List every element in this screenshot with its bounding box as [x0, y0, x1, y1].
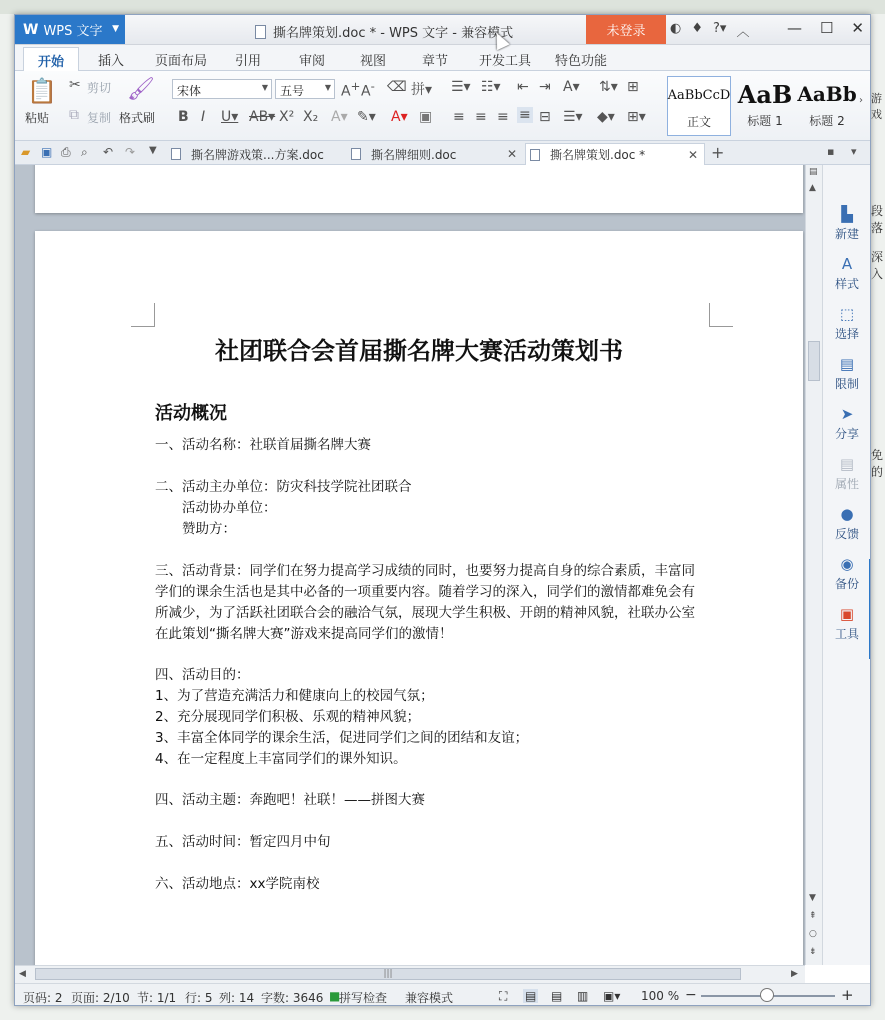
panel-feedback[interactable]	[823, 505, 871, 542]
scroll-down-icon[interactable]: ▼	[809, 893, 816, 903]
bold-icon[interactable]: B	[178, 109, 189, 125]
tab-home[interactable]: 开始	[23, 47, 79, 71]
previous-page	[35, 165, 803, 213]
line-spacing-icon[interactable]: ☰▾	[563, 109, 583, 125]
menu-tabs	[15, 45, 870, 71]
zoom-in-icon[interactable]: +	[841, 986, 854, 1004]
tab-features[interactable]: 特色功能	[555, 54, 608, 69]
doc-tab-label: 撕名牌策划.doc *	[550, 148, 646, 162]
margin-marker	[709, 303, 733, 327]
panel-label: 样式	[834, 277, 859, 291]
backdrop-text: 深入	[871, 250, 884, 281]
tab-list-icon[interactable]: ▪	[827, 145, 835, 158]
prev-page-icon[interactable]: ⇞	[809, 911, 817, 921]
close-tab-icon[interactable]: ✕	[506, 147, 517, 161]
zoom-out-icon[interactable]: −	[685, 987, 697, 1003]
backup-icon: ◉	[840, 555, 854, 573]
align-right-icon[interactable]: ≡	[497, 109, 509, 125]
toolbox-icon: ▣	[839, 605, 855, 623]
doc-line: 4、在一定程度上丰富同学们的课外知识。	[155, 751, 407, 767]
paste-button[interactable]: 粘贴	[25, 111, 50, 125]
align-left-icon[interactable]: ≡	[453, 109, 465, 125]
status-row: 行: 5	[185, 991, 213, 1005]
reading-mode-icon[interactable]: ▣▾	[603, 989, 621, 1003]
panel-label: 分享	[834, 427, 859, 441]
doc-line: 学们的课余生活也是其中必备的一项重要内容。随着学习的深入，同学们的激情都难免会有	[155, 584, 695, 600]
web-view-icon[interactable]: ▥	[577, 989, 589, 1003]
style-normal-sample: AaBbCcD	[667, 87, 731, 103]
increase-indent-icon[interactable]: ⇥	[539, 79, 551, 95]
style-heading-2-sample: AaBb	[797, 82, 857, 106]
tab-developer[interactable]: 开发工具	[479, 54, 532, 69]
italic-icon[interactable]: I	[201, 109, 206, 125]
copy-icon: ⧉	[69, 107, 79, 123]
tab-references[interactable]: 引用	[235, 54, 262, 69]
restrict-icon: ▤	[839, 355, 855, 373]
align-center-icon[interactable]: ≡	[475, 109, 487, 125]
paste-icon[interactable]: 📋	[27, 77, 57, 105]
char-shading-icon[interactable]: ▣	[419, 109, 433, 125]
print-preview-icon[interactable]: ⌕	[81, 145, 88, 159]
highlight-icon[interactable]: ✎▾	[357, 109, 376, 125]
document-tabs	[15, 141, 870, 165]
share-icon: ➤	[840, 405, 854, 423]
horizontal-scroll-thumb[interactable]: |||	[35, 968, 741, 980]
font-color-icon[interactable]: A▾	[391, 109, 408, 125]
styles-icon: A	[841, 255, 853, 273]
panel-label: 反馈	[834, 527, 859, 541]
properties-icon: ▤	[839, 455, 855, 473]
scroll-up-icon[interactable]: ▲	[809, 183, 816, 193]
next-page-icon[interactable]: ⇟	[809, 947, 817, 957]
close-tab-icon[interactable]: ✕	[687, 148, 698, 162]
style-heading-1[interactable]	[733, 76, 797, 136]
doc-line: 在此策划“撕名牌大赛”游戏来提高同学们的激情！	[155, 626, 453, 642]
doc-tab-active[interactable]	[525, 143, 705, 165]
doc-tab[interactable]	[167, 143, 343, 165]
panel-restrict[interactable]	[823, 355, 871, 392]
scissors-icon: ✂	[69, 77, 81, 93]
scroll-left-icon[interactable]: ◀	[19, 969, 26, 979]
print-icon[interactable]: ⎙	[61, 145, 71, 159]
spell-check-toggle[interactable]: 拼写检查	[339, 991, 388, 1005]
brush-icon[interactable]: 🖌	[127, 77, 155, 102]
window-title-text: 撕名牌策划.doc * - WPS 文字 - 兼容模式	[273, 26, 514, 41]
style-heading-1-label: 标题 1	[747, 114, 783, 128]
table-icon[interactable]: ⊞	[627, 79, 639, 95]
panel-label: 新建	[834, 227, 859, 241]
grow-font-icon[interactable]: A+	[341, 79, 361, 100]
tab-review[interactable]: 审阅	[299, 54, 326, 69]
tab-settings-icon[interactable]: ▾	[851, 145, 857, 158]
vertical-scrollbar[interactable]	[805, 165, 822, 965]
tab-view[interactable]: 视图	[360, 54, 387, 69]
borders-icon[interactable]: ⊞▾	[627, 109, 646, 125]
doc-line: 四、活动主题：奔跑吧！社联！——拼图大赛	[155, 792, 425, 808]
sort-icon[interactable]: ⇅▾	[599, 79, 618, 95]
section-heading: 活动概况	[155, 403, 227, 424]
window-controls	[787, 19, 864, 37]
status-pages[interactable]: 页面: 2/10	[71, 991, 130, 1005]
title-tools	[670, 21, 749, 40]
bullet-list-icon[interactable]: ☰▾	[451, 79, 471, 95]
doc-line: 二、活动主办单位：防灾科技学院社团联合	[155, 479, 412, 495]
shrink-font-icon[interactable]: A-	[361, 79, 375, 100]
tab-page-layout[interactable]: 页面布局	[155, 54, 208, 69]
font-name-value: 宋体	[177, 84, 202, 98]
backdrop-text: 免的	[871, 448, 884, 479]
margin-marker	[131, 303, 155, 327]
shirt-icon[interactable]: ♦	[691, 21, 703, 36]
doc-tab-label: 撕名牌细则.doc	[371, 147, 457, 162]
panel-label: 选择	[834, 327, 859, 341]
doc-tab[interactable]	[347, 143, 523, 165]
doc-line: 1、为了营造充满活力和健康向上的校园气氛；	[155, 688, 434, 704]
justify-icon[interactable]: ≡	[519, 107, 531, 123]
tab-insert[interactable]: 插入	[98, 54, 125, 69]
numbered-list-icon[interactable]: ☷▾	[481, 79, 501, 95]
status-section: 节: 1/1	[137, 991, 177, 1005]
superscript-icon[interactable]: X²	[279, 109, 295, 125]
panel-backup[interactable]	[823, 555, 871, 592]
quick-access-more-icon[interactable]: ▼	[149, 145, 157, 156]
distribute-icon[interactable]: ⊟	[539, 109, 551, 125]
document-icon	[351, 148, 361, 160]
style-heading-2-label: 标题 2	[809, 114, 845, 128]
phonetic-icon[interactable]: 拼▾	[411, 82, 433, 98]
doc-line: 一、活动名称：社联首届撕名牌大赛	[155, 437, 371, 453]
document-icon	[530, 149, 540, 161]
doc-line: 三、活动背景：同学们在努力提高学习成绩的同时，也要努力提高自身的综合素质，丰富同	[155, 563, 695, 579]
subscript-icon[interactable]: X₂	[303, 109, 319, 125]
cut-button[interactable]: 剪切	[87, 81, 112, 95]
collapse-ribbon-icon[interactable]: ︿	[736, 25, 750, 40]
select-icon: ⬚	[839, 305, 855, 323]
vertical-scroll-thumb[interactable]	[808, 341, 820, 381]
title-bar	[15, 15, 870, 45]
status-words[interactable]: 字数: 3646	[261, 991, 324, 1005]
panel-resize-handle[interactable]	[869, 559, 871, 659]
doc-line: 四、活动目的：	[155, 667, 250, 683]
chevron-down-icon: ▼	[112, 24, 119, 34]
wps-logo-icon: W	[23, 21, 39, 38]
scroll-right-icon[interactable]: ▶	[791, 969, 798, 979]
text-effect-icon[interactable]: A▾	[331, 109, 348, 125]
login-button[interactable]: 未登录	[586, 15, 666, 44]
doc-line: 活动协办单位：	[182, 500, 277, 516]
spell-check-icon: ■	[329, 989, 341, 1003]
zoom-level[interactable]: 100 %	[641, 989, 680, 1003]
shading-icon[interactable]: ◆▾	[597, 109, 615, 125]
strikethrough-icon[interactable]: AB▾	[249, 109, 276, 125]
document-icon	[171, 148, 181, 160]
fullscreen-view-icon[interactable]: ⛶	[499, 989, 508, 1003]
doc-tab-label: 撕名牌游戏策...方案.doc	[191, 147, 324, 162]
status-mode: 兼容模式	[405, 991, 454, 1005]
panel-styles[interactable]	[823, 255, 871, 292]
backdrop-text: 段落	[871, 204, 884, 235]
style-heading-2[interactable]	[797, 76, 857, 136]
current-page[interactable]	[35, 231, 803, 965]
doc-line: 赞助方：	[182, 521, 236, 537]
doc-line: 2、充分展现同学们积极、乐观的精神风貌；	[155, 709, 421, 725]
panel-label: 备份	[834, 577, 859, 591]
style-heading-1-sample: AaB	[737, 79, 793, 109]
panel-label: 属性	[834, 477, 859, 491]
minimize-icon[interactable]: —	[786, 19, 802, 37]
wps-window	[14, 14, 871, 1006]
outline-view-icon[interactable]: ▤	[551, 989, 563, 1003]
ruler-toggle-icon[interactable]: ▤	[809, 167, 818, 177]
save-icon[interactable]: ▣	[41, 145, 53, 159]
browse-object-icon[interactable]: ○	[809, 929, 817, 939]
new-doc-icon: ▙	[841, 205, 853, 223]
doc-line: 3、丰富全体同学的课余生活，促进同学们之间的团结和友谊；	[155, 730, 529, 746]
text-direction-icon[interactable]: A▾	[563, 79, 580, 95]
document-canvas[interactable]	[15, 165, 805, 965]
new-tab-icon[interactable]: +	[711, 143, 725, 162]
decrease-indent-icon[interactable]: ⇤	[517, 79, 529, 95]
copy-button[interactable]: 复制	[87, 111, 112, 125]
font-size-value: 五号	[280, 84, 305, 98]
underline-icon[interactable]: U▾	[221, 109, 239, 125]
page-view-icon[interactable]: ▤	[525, 989, 537, 1003]
document-title: 社团联合会首届撕名牌大赛活动策划书	[215, 336, 623, 365]
right-task-panel	[822, 165, 871, 965]
status-page[interactable]: 页码: 2	[23, 991, 63, 1005]
maximize-icon[interactable]: ☐	[819, 19, 834, 37]
style-normal[interactable]	[667, 76, 731, 136]
feedback-icon: ●	[840, 505, 854, 523]
undo-icon[interactable]: ↶	[103, 145, 114, 159]
panel-share[interactable]	[823, 405, 871, 442]
font-name-select[interactable]: 宋体 ▼	[172, 79, 272, 99]
font-size-select[interactable]: 五号 ▼	[275, 79, 335, 99]
app-menu-button[interactable]	[15, 15, 125, 44]
panel-properties[interactable]	[823, 455, 871, 492]
panel-new[interactable]	[823, 205, 871, 242]
doc-line: 五、活动时间：暂定四月中旬	[155, 834, 331, 850]
style-normal-label: 正文	[686, 115, 711, 129]
redo-icon[interactable]: ↷	[125, 145, 136, 159]
document-icon	[255, 25, 266, 39]
status-col: 列: 14	[219, 991, 255, 1005]
help-icon[interactable]: ?▾	[713, 21, 727, 36]
status-bar	[15, 983, 870, 1006]
doc-line: 六、活动地点：xx学院南校	[155, 876, 320, 892]
window-title	[255, 22, 513, 41]
zoom-slider-knob[interactable]	[760, 988, 774, 1002]
skin-icon[interactable]: ◐	[670, 21, 682, 36]
panel-tools[interactable]	[823, 605, 871, 642]
panel-select[interactable]	[823, 305, 871, 342]
open-folder-icon[interactable]: ▰	[21, 145, 31, 159]
panel-label: 限制	[834, 377, 859, 391]
panel-label: 工具	[834, 627, 859, 641]
close-icon[interactable]: ✕	[851, 19, 864, 37]
ribbon-home	[15, 71, 870, 141]
backdrop-text: 游戏	[871, 92, 882, 121]
styles-more-icon[interactable]: ›	[859, 95, 863, 106]
tab-chapter[interactable]: 章节	[422, 54, 449, 69]
clear-format-icon[interactable]: ⌫	[387, 79, 407, 95]
horizontal-scrollbar[interactable]	[15, 965, 805, 983]
app-name: WPS 文字	[43, 24, 103, 39]
doc-line: 所减少，为了活跃社团联合会的融洽气氛，展现大学生积极、开朗的精神风貌，社联办公室	[155, 605, 695, 621]
format-painter-button[interactable]: 格式刷	[119, 111, 156, 125]
